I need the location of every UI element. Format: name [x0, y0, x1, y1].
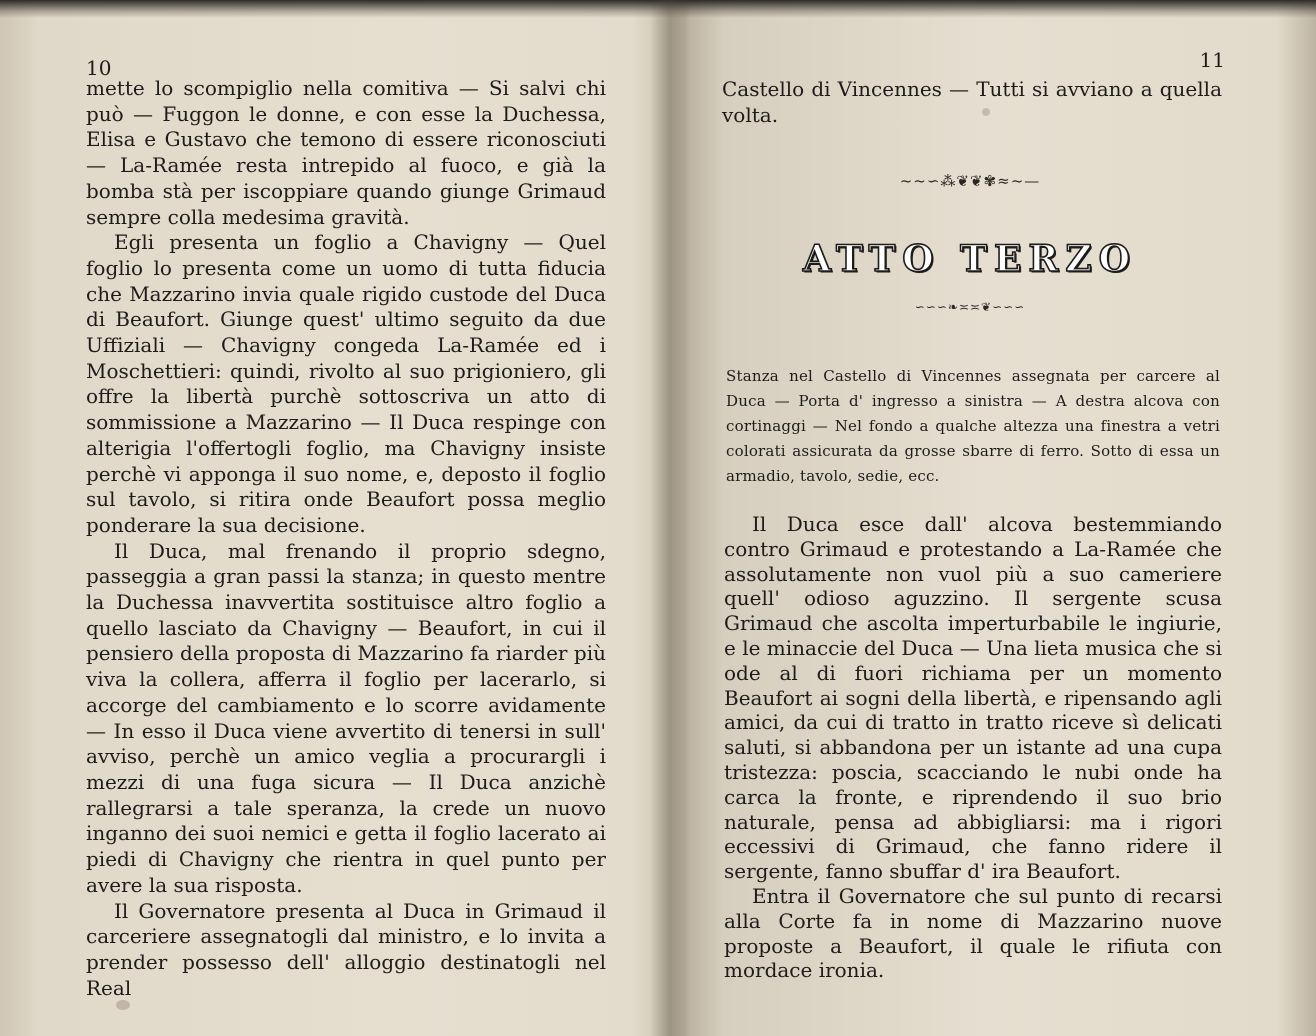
continuation-text: Castello di Vincennes — Tutti si avviano a quella volta.: [722, 77, 1222, 127]
left-page-body: [86, 76, 606, 1001]
right-paragraph: Entra il Governatore che sul punto di recarsi alla Corte fa in nome di Mazzarino nuove proposte a Beaufort, il quale le rifiuta con mordace ironia.: [724, 883, 1222, 983]
right-paragraph: Il Duca esce dall' alcova bestemmiando contro Grimaud e protestando a La-Ramée che assolutamente non vuol più a suo cameriere quell' odioso aguzzino. Il sergente scusa Grimaud che ascolta imperturbabile le ingiurie, e le minaccie del Duca — Una lieta musica che si ode al di fuori richiama per un momento Beaufort ai sogni della libertà, e ripensando agli amici, da cui di tratto in tratto riceve sì delicati saluti, si abbandona per un istante ad una cupa tristezza: poscia, scacciando le nubi onde ha carca la fronte, e riprendendo il suo brio naturale, pensa ad abbigliarsi: ma i rigori eccessivi di Grimaud, che fanno ridere il sergente, fanno sbuffar d' ira Beaufort.: [724, 512, 1222, 884]
left-page-number: 10: [86, 56, 112, 80]
paper-blemish: [116, 1000, 130, 1010]
right-page-continuation: [722, 76, 1222, 128]
right-page-body: [724, 512, 1222, 983]
left-paragraph: Egli presenta un foglio a Chavigny — Quel foglio lo presenta come un uomo di tutta fiducia che Mazzarino invia quale rigido custode del Duca di Beaufort. Giunge quest' ultimo seguito da due Uffiziali — Chavigny congeda La-Ramée ed i Moschettieri: quindi, rivolto al suo prigioniero, gli offre la libertà purchè sottoscriva un atto di sommissione a Mazzarino — Il Duca respinge con alterigia l'offertogli foglio, ma Chavigny insiste perchè vi apponga il suo nome, e, deposto il foglio sul tavolo, si ritira onde Beaufort possa meglio ponderare la sua decisione.: [86, 230, 606, 537]
left-paragraph: Il Duca, mal frenando il proprio sdegno, passeggia a gran passi la stanza; in questo mentre la Duchessa inavvertita sostituisce altro foglio a quello lasciato da Chavigny — Beaufort, in cui il pensiero della proposta di Mazzarino fa riarder più viva la collera, afferra il foglio per lacerarlo, si accorge del cambiamento e lo scorre avidamente — In esso il Duca viene avvertito di tenersi in sull' avviso, perchè un amico veglia a procurargli i mezzi di una fuga sicura — Il Duca anzichè rallegrarsi a tale speranza, la crede un nuovo inganno dei suoi nemici e getta il foglio lacerato ai piedi di Chavigny che rientra in quel punto per avere la sua risposta.: [86, 538, 606, 897]
left-paragraph: Il Governatore presenta al Duca in Grimaud il carceriere assegnatogli dal ministro, e lo invita a prender possesso dell' alloggio destinatogli nel Real: [86, 898, 606, 1000]
book-spine: [650, 0, 690, 1036]
right-page-number: 11: [1199, 48, 1225, 72]
ornament-divider-bottom: ∽∽∽❧≍≍❦∽∽∽: [914, 300, 1026, 314]
paper-blemish: [982, 108, 990, 116]
stage-direction: [726, 364, 1220, 489]
stage-direction-text: Stanza nel Castello di Vincennes assegnata per carcere al Duca — Porta d' ingresso a sinistra — A destra alcova con cortinaggi — Nel fondo a qualche altezza una finestra a vetri colorati assicurata da grosse sbarre di ferro. Sotto di essa un armadio, tavolo, sedie, ecc.: [726, 367, 1220, 485]
ornament-divider-top: ~~∽⁂❦❦✾≈~—: [899, 172, 1041, 190]
left-paragraph: mette lo scompiglio nella comitiva — Si salvi chi può — Fuggon le donne, e con esse la Duchessa, Elisa e Gustavo che temono di essere riconosciuti — La-Ramée resta intrepido al fuoco, e già la bomba stà per iscoppiare quando giunge Grimaud sempre colla medesima gravità.: [86, 76, 606, 229]
act-title: ATTO TERZO: [803, 238, 1137, 280]
